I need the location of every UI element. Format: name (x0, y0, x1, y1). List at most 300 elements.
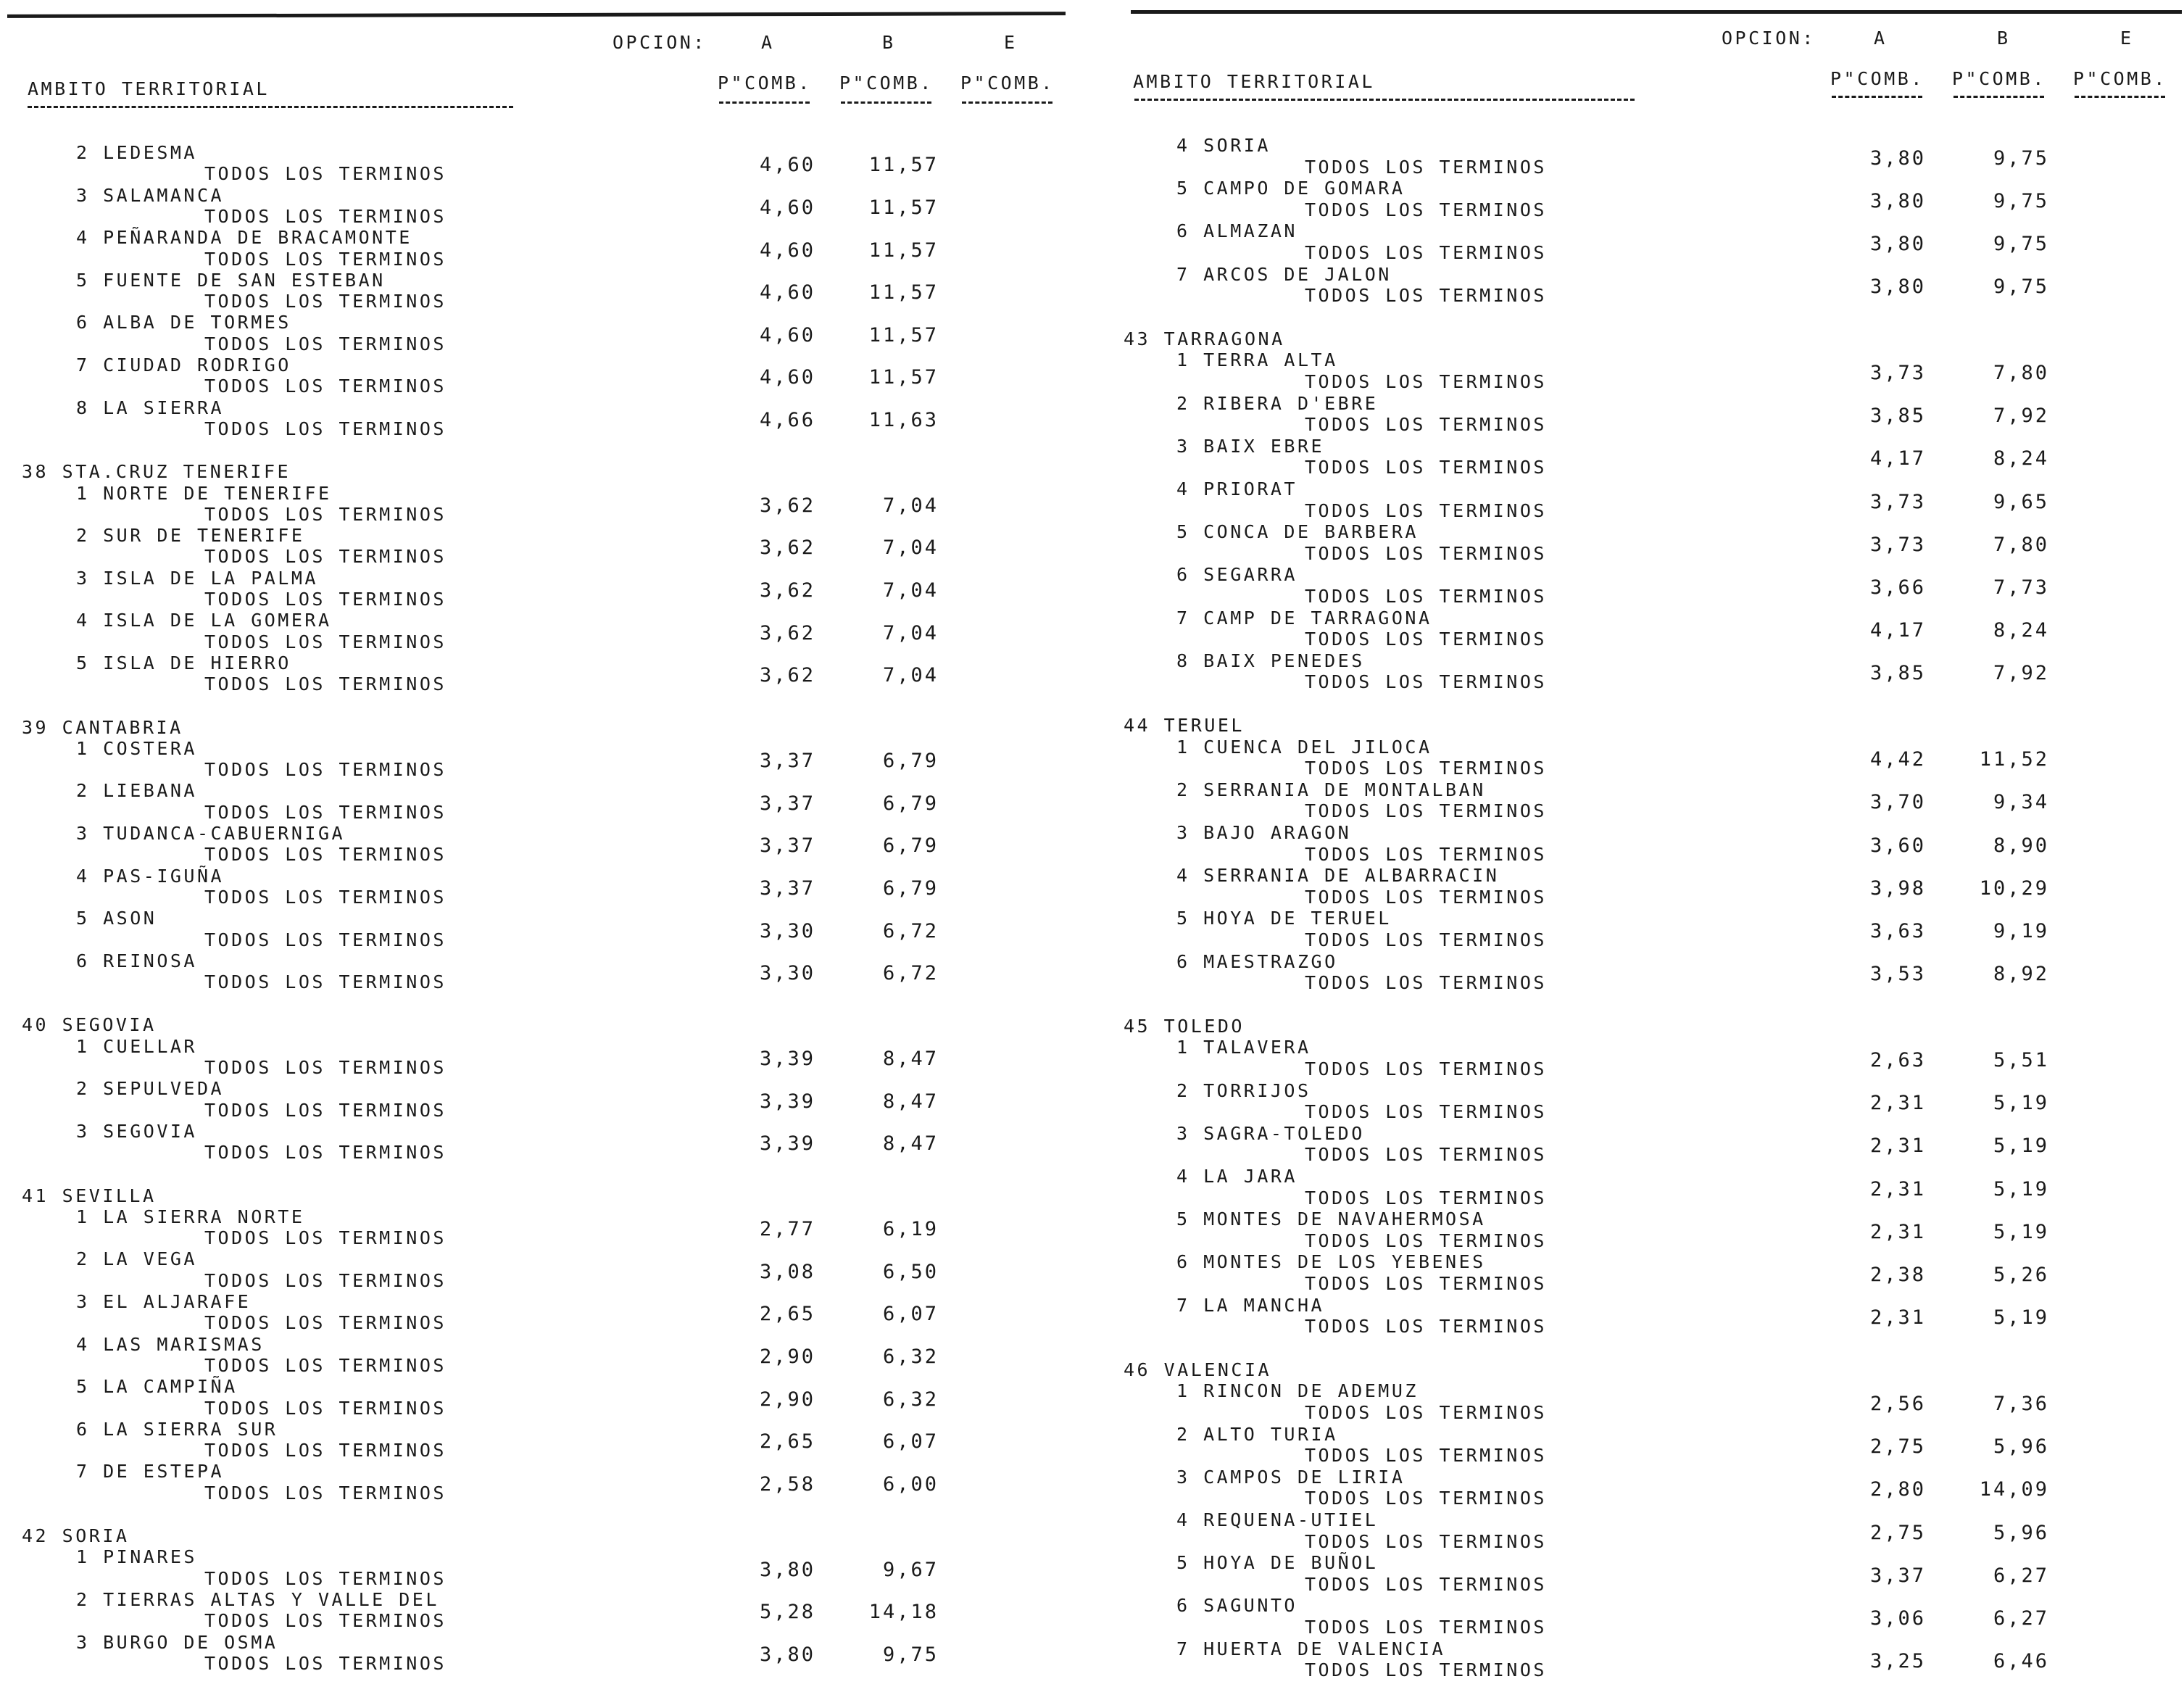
comarca-row (76, 397, 224, 419)
comarca-code: 4 (1176, 478, 1190, 499)
comarca-name: LA SIERRA NORTE (103, 1206, 305, 1227)
todos-los-terminos-label: TODOS LOS TERMINOS (204, 546, 447, 568)
comarca-name: EL ALJARAFE (103, 1291, 252, 1312)
todos-los-terminos-label: TODOS LOS TERMINOS (1305, 1445, 1547, 1467)
region-name: TERUEL (1163, 715, 1245, 736)
value-option-b: 6,72 (882, 919, 939, 942)
todos-los-terminos-label: TODOS LOS TERMINOS (1305, 929, 1547, 950)
comarca-row (76, 738, 197, 760)
option-b-label: B (882, 32, 896, 53)
comarca-code: 4 (76, 227, 90, 249)
todos-los-terminos-label: TODOS LOS TERMINOS (1305, 1402, 1547, 1423)
value-option-b: 7,04 (882, 664, 939, 687)
comarca-name: CAMPOS DE LIRIA (1203, 1466, 1406, 1488)
comarca-code: 7 (1176, 607, 1190, 629)
value-option-b: 5,26 (1993, 1264, 2049, 1286)
comarca-row (1176, 865, 1499, 887)
value-option-a: 3,80 (1869, 233, 1926, 255)
value-option-a: 3,62 (759, 536, 815, 560)
comarca-code: 7 (76, 1461, 90, 1483)
todos-los-terminos-label: TODOS LOS TERMINOS (204, 163, 447, 185)
comarca-name: LA VEGA (103, 1248, 197, 1270)
value-option-b: 9,67 (882, 1558, 939, 1581)
value-option-a: 4,17 (1869, 619, 1926, 642)
comarca-code: 1 (1176, 1380, 1190, 1402)
value-option-b: 6,72 (882, 962, 939, 985)
todos-los-terminos-label: TODOS LOS TERMINOS (204, 673, 447, 695)
value-option-b: 7,92 (1993, 405, 2049, 428)
value-option-b: 11,57 (868, 154, 939, 177)
value-option-a: 3,80 (1869, 146, 1926, 170)
comarca-name: LA MANCHA (1203, 1294, 1325, 1316)
col-b-header: P"COMB. (1952, 68, 2046, 89)
value-option-b: 9,75 (1993, 233, 2049, 255)
value-option-b: 9,75 (1993, 275, 2049, 299)
value-option-b: 11,63 (868, 408, 939, 431)
comarca-code: 2 (76, 1248, 90, 1270)
comarca-row (76, 1376, 238, 1398)
col-b-underline (841, 101, 931, 104)
comarca-name: CUELLAR (103, 1035, 197, 1057)
comarca-row (1176, 135, 1271, 157)
todos-los-terminos-label: TODOS LOS TERMINOS (1305, 242, 1547, 263)
col-e-header: P"COMB. (960, 72, 1055, 94)
todos-los-terminos-label: TODOS LOS TERMINOS (204, 1567, 447, 1589)
value-option-a: 3,73 (1869, 490, 1926, 513)
region-name: VALENCIA (1163, 1359, 1272, 1380)
todos-los-terminos-label: TODOS LOS TERMINOS (204, 589, 447, 610)
region-code: 46 (1124, 1359, 1151, 1380)
comarca-code: 4 (76, 610, 90, 631)
value-option-a: 2,65 (759, 1303, 815, 1326)
comarca-code: 2 (76, 142, 90, 163)
value-option-b: 5,19 (1993, 1135, 2049, 1158)
todos-los-terminos-label: TODOS LOS TERMINOS (1305, 843, 1547, 865)
value-option-a: 3,39 (759, 1132, 815, 1156)
region-name: STA.CRUZ TENERIFE (62, 461, 291, 483)
value-option-a: 3,85 (1869, 405, 1926, 428)
todos-los-terminos-label: TODOS LOS TERMINOS (1305, 285, 1547, 307)
value-option-b: 7,04 (882, 494, 939, 517)
comarca-code: 3 (1176, 435, 1190, 457)
value-option-a: 3,80 (759, 1643, 815, 1666)
col-b-underline (1953, 96, 2044, 98)
todos-los-terminos-label: TODOS LOS TERMINOS (1305, 499, 1547, 521)
comarca-row (1176, 178, 1405, 199)
value-option-a: 3,53 (1869, 963, 1926, 986)
value-option-b: 6,19 (882, 1218, 939, 1241)
comarca-code: 1 (76, 482, 90, 504)
comarca-row (76, 1461, 224, 1483)
todos-los-terminos-label: TODOS LOS TERMINOS (204, 1142, 447, 1164)
comarca-name: RINCON DE ADEMUZ (1203, 1380, 1419, 1402)
value-option-a: 3,37 (1869, 1564, 1926, 1587)
ambito-territorial-label: AMBITO TERRITORIAL (1133, 71, 1375, 92)
comarca-code: 6 (76, 312, 90, 333)
comarca-code: 3 (76, 1631, 90, 1653)
comarca-code: 1 (76, 1206, 90, 1227)
comarca-name: BURGO DE OSMA (103, 1631, 278, 1653)
col-a-header: P"COMB. (1830, 68, 1925, 89)
value-option-a: 2,65 (759, 1430, 815, 1454)
todos-los-terminos-label: TODOS LOS TERMINOS (1305, 758, 1547, 779)
comarca-code: 5 (1176, 178, 1190, 199)
comarca-code: 1 (1176, 736, 1190, 758)
todos-los-terminos-label: TODOS LOS TERMINOS (204, 631, 447, 652)
comarca-code: 5 (1176, 521, 1190, 543)
todos-los-terminos-label: TODOS LOS TERMINOS (204, 929, 447, 950)
comarca-row (1176, 737, 1432, 758)
comarca-name: COSTERA (103, 737, 197, 759)
value-option-a: 3,73 (1869, 362, 1926, 384)
comarca-code: 3 (1176, 1122, 1190, 1144)
value-option-b: 9,75 (1993, 189, 2049, 212)
todos-los-terminos-label: TODOS LOS TERMINOS (204, 205, 447, 227)
todos-los-terminos-label: TODOS LOS TERMINOS (204, 1440, 447, 1461)
comarca-code: 6 (1176, 1251, 1190, 1273)
todos-los-terminos-label: TODOS LOS TERMINOS (204, 418, 447, 439)
comarca-code: 6 (1176, 220, 1190, 242)
value-option-b: 6,07 (882, 1303, 939, 1326)
value-option-a: 2,31 (1869, 1220, 1926, 1243)
left-column (0, 0, 1080, 1700)
value-option-b: 5,19 (1993, 1220, 2049, 1243)
todos-los-terminos-label: TODOS LOS TERMINOS (204, 1057, 447, 1078)
comarca-row (76, 1291, 251, 1313)
comarca-name: DE ESTEPA (103, 1461, 225, 1483)
comarca-name: PINARES (103, 1546, 197, 1568)
comarca-name: ASON (103, 908, 157, 929)
comarca-row (1176, 220, 1297, 242)
comarca-name: SEPULVEDA (103, 1078, 225, 1100)
comarca-name: ISLA DE HIERRO (103, 652, 291, 673)
value-option-b: 14,09 (1979, 1478, 2049, 1501)
comarca-name: RIBERA D'EBRE (1203, 392, 1379, 414)
value-option-a: 2,80 (1869, 1478, 1926, 1501)
comarca-code: 3 (1176, 822, 1190, 843)
comarca-name: ARCOS DE JALON (1203, 263, 1392, 285)
comarca-code: 6 (76, 1418, 90, 1440)
comarca-name: LA SIERRA (103, 397, 225, 418)
comarca-name: TERRA ALTA (1203, 349, 1338, 371)
comarca-code: 1 (76, 737, 90, 759)
value-option-b: 9,75 (882, 1643, 939, 1666)
comarca-row (1176, 436, 1324, 457)
value-option-b: 8,90 (1993, 834, 2049, 857)
value-option-a: 3,80 (759, 1558, 815, 1581)
value-option-b: 14,18 (868, 1601, 939, 1624)
todos-los-terminos-label: TODOS LOS TERMINOS (1305, 1058, 1547, 1079)
todos-los-terminos-label: TODOS LOS TERMINOS (204, 503, 447, 525)
comarca-code: 3 (76, 1291, 90, 1312)
value-option-a: 4,66 (759, 408, 815, 431)
col-b-header: P"COMB. (839, 72, 934, 94)
todos-los-terminos-label: TODOS LOS TERMINOS (1305, 1617, 1547, 1638)
comarca-code: 7 (1176, 263, 1190, 285)
todos-los-terminos-label: TODOS LOS TERMINOS (1305, 629, 1547, 650)
todos-los-terminos-label: TODOS LOS TERMINOS (204, 291, 447, 312)
comarca-code: 5 (76, 1376, 90, 1398)
todos-los-terminos-label: TODOS LOS TERMINOS (1305, 457, 1547, 478)
value-option-b: 9,34 (1993, 791, 2049, 814)
comarca-code: 4 (1176, 1166, 1190, 1187)
region-heading (1124, 1359, 1271, 1381)
comarca-row (1176, 908, 1392, 929)
todos-los-terminos-label: TODOS LOS TERMINOS (1305, 156, 1547, 178)
value-option-a: 3,62 (759, 621, 815, 644)
opcion-label: OPCION: (613, 32, 707, 53)
comarca-name: SORIA (1203, 135, 1271, 156)
option-e-label: E (1004, 32, 1018, 53)
value-option-b: 7,73 (1993, 576, 2049, 599)
comarca-name: ISLA DE LA PALMA (103, 567, 318, 589)
comarca-row (1176, 1380, 1419, 1402)
comarca-code: 1 (76, 1035, 90, 1057)
todos-los-terminos-label: TODOS LOS TERMINOS (204, 1610, 447, 1632)
region-code: 43 (1124, 328, 1151, 349)
comarca-name: LIEBANA (103, 780, 197, 802)
comarca-row (1176, 1595, 1297, 1617)
comarca-row (76, 1419, 278, 1440)
todos-los-terminos-label: TODOS LOS TERMINOS (204, 1099, 447, 1121)
value-option-b: 7,80 (1993, 533, 2049, 556)
comarca-row (1176, 1208, 1486, 1230)
value-option-b: 6,79 (882, 834, 939, 858)
value-option-b: 11,57 (868, 366, 939, 389)
comarca-name: FUENTE DE SAN ESTEBAN (103, 269, 386, 291)
comarca-code: 6 (1176, 950, 1190, 972)
value-option-a: 3,63 (1869, 920, 1926, 942)
comarca-row (76, 354, 291, 376)
value-option-a: 2,75 (1869, 1521, 1926, 1544)
comarca-code: 1 (1176, 349, 1190, 371)
comarca-code: 2 (76, 780, 90, 802)
value-option-a: 3,37 (759, 834, 815, 858)
comarca-row (1176, 608, 1432, 629)
value-option-a: 3,30 (759, 962, 815, 985)
comarca-name: REQUENA-UTIEL (1203, 1509, 1379, 1530)
comarca-name: BAIX PENEDES (1203, 650, 1365, 671)
comarca-name: PEÑARANDA DE BRACAMONTE (103, 227, 412, 249)
comarca-code: 5 (76, 908, 90, 929)
comarca-name: TUDANCA-CABUERNIGA (103, 823, 346, 844)
top-rule (7, 12, 1066, 18)
value-option-b: 7,04 (882, 579, 939, 602)
comarca-name: ALBA DE TORMES (103, 312, 291, 333)
value-option-b: 5,19 (1993, 1306, 2049, 1330)
option-e-label: E (2120, 28, 2134, 49)
comarca-row (76, 1078, 224, 1100)
comarca-code: 5 (1176, 1552, 1190, 1574)
value-option-b: 7,80 (1993, 362, 2049, 384)
value-option-a: 3,80 (1869, 189, 1926, 212)
col-e-underline (962, 101, 1052, 104)
value-option-b: 9,75 (1993, 146, 2049, 170)
todos-los-terminos-label: TODOS LOS TERMINOS (204, 1482, 447, 1504)
comarca-code: 4 (1176, 865, 1190, 887)
option-b-label: B (1997, 28, 2011, 49)
value-option-a: 3,70 (1869, 791, 1926, 814)
comarca-name: TIERRAS ALTAS Y VALLE DEL (103, 1588, 439, 1610)
value-option-a: 3,37 (759, 792, 815, 815)
todos-los-terminos-label: TODOS LOS TERMINOS (204, 759, 447, 781)
comarca-row (76, 652, 291, 674)
region-code: 40 (22, 1014, 49, 1036)
value-option-b: 11,52 (1979, 748, 2049, 771)
comarca-code: 1 (76, 1546, 90, 1568)
comarca-row (76, 568, 318, 589)
comarca-row (76, 312, 291, 333)
todos-los-terminos-label: TODOS LOS TERMINOS (204, 1227, 447, 1249)
comarca-row (1176, 1467, 1405, 1488)
value-option-a: 4,60 (759, 154, 815, 177)
comarca-row (76, 908, 157, 929)
comarca-code: 6 (76, 950, 90, 971)
comarca-row (76, 525, 304, 547)
comarca-row (1176, 1424, 1338, 1446)
comarca-code: 4 (1176, 1509, 1190, 1530)
todos-los-terminos-label: TODOS LOS TERMINOS (204, 801, 447, 823)
comarca-row (1176, 1552, 1378, 1574)
todos-los-terminos-label: TODOS LOS TERMINOS (1305, 1273, 1547, 1294)
region-name: SEVILLA (62, 1185, 157, 1206)
comarca-row (1176, 951, 1338, 973)
comarca-name: MONTES DE NAVAHERMOSA (1203, 1208, 1486, 1230)
value-option-a: 4,17 (1869, 447, 1926, 470)
value-option-a: 4,60 (759, 281, 815, 304)
comarca-row (1176, 393, 1378, 415)
comarca-name: MONTES DE LOS YEBENES (1203, 1251, 1486, 1273)
comarca-row (76, 483, 332, 505)
todos-los-terminos-label: TODOS LOS TERMINOS (204, 971, 447, 993)
value-option-a: 3,60 (1869, 834, 1926, 857)
value-option-b: 6,07 (882, 1430, 939, 1454)
region-code: 44 (1124, 715, 1151, 736)
comarca-row (1176, 264, 1392, 286)
region-name: TOLEDO (1163, 1015, 1245, 1037)
comarca-name: CAMP DE TARRAGONA (1203, 607, 1432, 629)
comarca-row (1176, 822, 1351, 844)
todos-los-terminos-label: TODOS LOS TERMINOS (1305, 1659, 1547, 1681)
value-option-b: 7,36 (1993, 1393, 2049, 1415)
value-option-a: 2,56 (1869, 1393, 1926, 1415)
value-option-b: 6,32 (882, 1388, 939, 1411)
value-option-a: 2,77 (759, 1218, 815, 1241)
value-option-b: 8,47 (882, 1090, 939, 1113)
todos-los-terminos-label: TODOS LOS TERMINOS (204, 376, 447, 397)
region-code: 42 (22, 1525, 49, 1546)
comarca-code: 2 (76, 1078, 90, 1100)
todos-los-terminos-label: TODOS LOS TERMINOS (1305, 1144, 1547, 1166)
comarca-name: PAS-IGUÑA (103, 865, 225, 887)
value-option-a: 3,25 (1869, 1650, 1926, 1673)
value-option-b: 6,32 (882, 1345, 939, 1368)
comarca-row (1176, 1166, 1297, 1187)
region-heading (22, 461, 291, 483)
comarca-code: 7 (1176, 1638, 1190, 1659)
region-code: 45 (1124, 1015, 1151, 1037)
comarca-code: 2 (76, 1588, 90, 1610)
comarca-row (76, 1589, 439, 1611)
comarca-row (76, 1121, 197, 1143)
todos-los-terminos-label: TODOS LOS TERMINOS (1305, 1230, 1547, 1251)
comarca-row (1176, 349, 1338, 371)
value-option-a: 4,42 (1869, 748, 1926, 771)
col-a-header: P"COMB. (718, 72, 812, 94)
value-option-a: 3,37 (759, 750, 815, 773)
top-rule (1131, 10, 2182, 14)
comarca-name: LA SIERRA SUR (103, 1418, 278, 1440)
value-option-a: 3,66 (1869, 576, 1926, 599)
comarca-code: 3 (76, 1120, 90, 1142)
value-option-a: 2,31 (1869, 1092, 1926, 1115)
value-option-a: 2,75 (1869, 1435, 1926, 1459)
region-code: 41 (22, 1185, 49, 1206)
todos-los-terminos-label: TODOS LOS TERMINOS (1305, 972, 1547, 994)
value-option-b: 9,19 (1993, 920, 2049, 942)
todos-los-terminos-label: TODOS LOS TERMINOS (204, 1397, 447, 1419)
region-heading (22, 1185, 157, 1207)
todos-los-terminos-label: TODOS LOS TERMINOS (204, 1354, 447, 1376)
todos-los-terminos-label: TODOS LOS TERMINOS (1305, 1488, 1547, 1509)
comarca-name: CUENCA DEL JILOCA (1203, 736, 1432, 758)
region-heading (1124, 328, 1285, 350)
value-option-a: 3,39 (759, 1090, 815, 1113)
value-option-b: 8,24 (1993, 447, 2049, 470)
comarca-name: LA CAMPIÑA (103, 1376, 238, 1398)
comarca-row (76, 270, 386, 291)
region-code: 38 (22, 461, 49, 483)
value-option-a: 2,63 (1869, 1049, 1926, 1071)
region-heading (22, 717, 183, 739)
comarca-code: 2 (1176, 1079, 1190, 1101)
value-option-a: 2,90 (759, 1345, 815, 1368)
region-heading (1124, 1016, 1245, 1037)
comarca-name: SEGARRA (1203, 564, 1297, 586)
comarca-name: SUR DE TENERIFE (103, 525, 305, 547)
value-option-b: 10,29 (1979, 876, 2049, 900)
comarca-name: HUERTA DE VALENCIA (1203, 1638, 1446, 1659)
col-e-underline (2075, 96, 2165, 98)
region-name: SORIA (62, 1525, 130, 1546)
col-a-underline (1832, 96, 1922, 98)
comarca-name: ALMAZAN (1203, 220, 1297, 242)
value-option-b: 7,04 (882, 621, 939, 644)
value-option-a: 3,62 (759, 664, 815, 687)
value-option-a: 2,31 (1869, 1135, 1926, 1158)
region-heading (1124, 715, 1245, 737)
value-option-b: 5,19 (1993, 1177, 2049, 1201)
value-option-a: 2,58 (759, 1472, 815, 1496)
comarca-name: CAMPO DE GOMARA (1203, 178, 1406, 199)
value-option-b: 6,27 (1993, 1607, 2049, 1630)
todos-los-terminos-label: TODOS LOS TERMINOS (1305, 1530, 1547, 1552)
value-option-b: 8,47 (882, 1048, 939, 1070)
todos-los-terminos-label: TODOS LOS TERMINOS (1305, 542, 1547, 564)
comarca-row (1176, 1123, 1365, 1145)
value-option-b: 5,96 (1993, 1435, 2049, 1459)
comarca-name: CIUDAD RODRIGO (103, 354, 291, 376)
comarca-code: 2 (76, 525, 90, 547)
value-option-a: 3,62 (759, 579, 815, 602)
todos-los-terminos-label: TODOS LOS TERMINOS (204, 248, 447, 270)
value-option-a: 4,60 (759, 366, 815, 389)
value-option-b: 6,79 (882, 792, 939, 815)
region-heading (22, 1525, 129, 1547)
comarca-name: SAGRA-TOLEDO (1203, 1122, 1365, 1144)
comarca-row (1176, 1251, 1486, 1273)
comarca-row (76, 780, 197, 802)
